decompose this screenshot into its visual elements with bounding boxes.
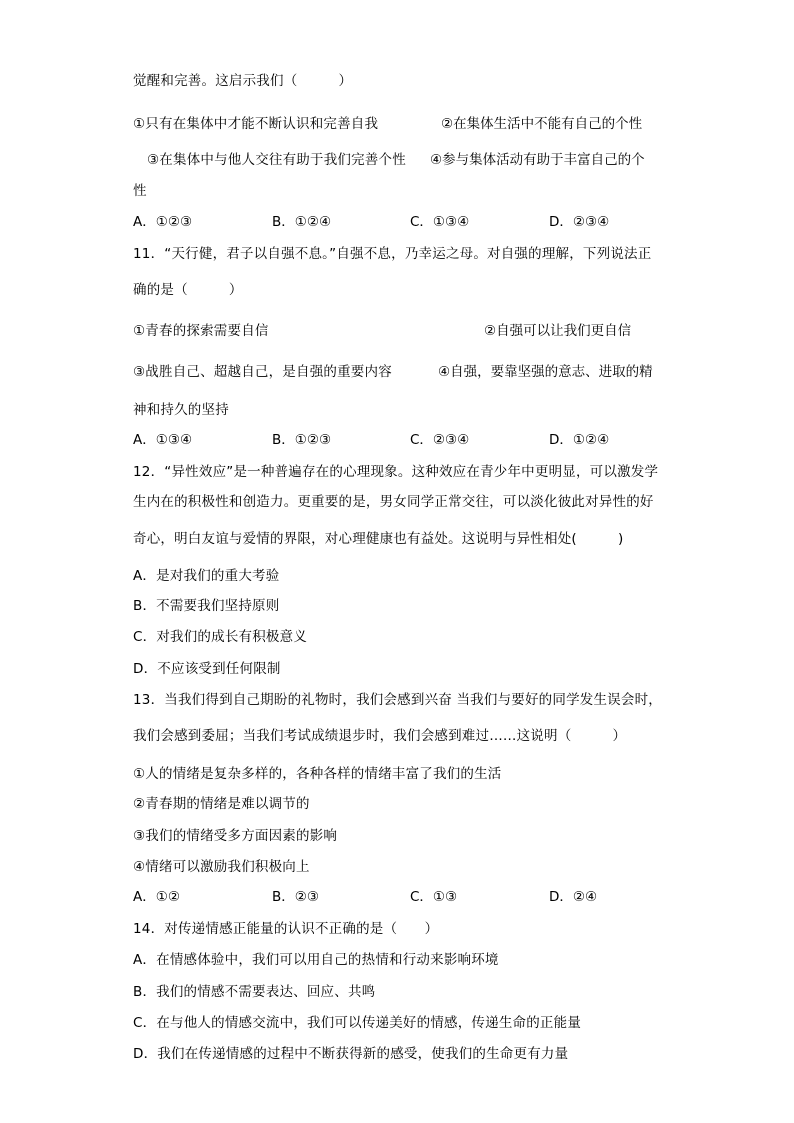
q14-option-b[interactable]: B．我们的情感不需要表达、回应、共鸣: [133, 984, 376, 1000]
q12-stem-cont-2: 奇心，明白友谊与爱情的界限，对心理健康也有益处。这说明与异性相处( ): [133, 531, 624, 547]
q14-option-d[interactable]: D．我们在传递情感的过程中不断获得新的感受，使我们的生命更有力量: [133, 1046, 569, 1062]
q10-statement-2: ②在集体生活中不能有自己的个性: [441, 116, 643, 132]
q11-option-b[interactable]: B．①②③: [272, 432, 332, 448]
q10-statement-3: ③在集体中与他人交往有助于我们完善个性: [147, 152, 406, 168]
q11-stem-cont: 确的是（ ）: [133, 282, 243, 298]
q10-statement-1: ①只有在集体中才能不断认识和完善自我: [133, 116, 379, 132]
q12-option-c[interactable]: C．对我们的成长有积极意义: [133, 629, 308, 645]
q10-statement-4: ④参与集体活动有助于丰富自己的个: [430, 152, 645, 168]
q12-option-d[interactable]: D．不应该受到任何限制: [133, 661, 281, 677]
q14-option-a[interactable]: A．在情感体验中，我们可以用自己的热情和行动来影响环境: [133, 952, 499, 968]
q11-option-a[interactable]: A．①③④: [133, 432, 193, 448]
q11-statement-4-cont: 神和持久的坚持: [133, 402, 229, 418]
q13-option-b[interactable]: B．②③: [272, 889, 319, 905]
q12-stem-cont-1: 生内在的积极性和创造力。更重要的是，男女同学正常交往，可以淡化彼此对异性的好: [133, 494, 654, 510]
q13-statement-1: ①人的情绪是复杂多样的，各种各样的情绪丰富了我们的生活: [133, 766, 502, 782]
q12-option-a[interactable]: A．是对我们的重大考验: [133, 568, 280, 584]
q10-option-a[interactable]: A．①②③: [133, 214, 193, 230]
q13-option-c[interactable]: C．①③: [410, 889, 458, 905]
q13-statement-3: ③我们的情绪受多方面因素的影响: [133, 828, 338, 844]
q13-option-a[interactable]: A．①②: [133, 889, 180, 905]
q12-option-b[interactable]: B．不需要我们坚持原则: [133, 598, 280, 614]
q14-stem: 14．对传递情感正能量的认识不正确的是（ ）: [133, 921, 439, 937]
q13-statement-2: ②青春期的情绪是难以调节的: [133, 796, 310, 812]
q11-statement-1: ①青春的探索需要自信: [133, 323, 269, 339]
q13-stem: 13．当我们得到自己期盼的礼物时，我们会感到兴奋 当我们与要好的同学发生误会时，: [133, 692, 662, 708]
q10-option-b[interactable]: B．①②④: [272, 214, 332, 230]
q11-statement-4: ④自强，要靠坚强的意志、进取的精: [438, 364, 653, 380]
q10-option-d[interactable]: D．②③④: [549, 214, 610, 230]
q10-option-c[interactable]: C．①③④: [410, 214, 470, 230]
q11-option-c[interactable]: C．②③④: [410, 432, 470, 448]
q11-option-d[interactable]: D．①②④: [549, 432, 610, 448]
q10-stem-tail: 觉醒和完善。这启示我们（ ）: [133, 73, 353, 89]
q12-stem: 12．“异性效应”是一种普遍存在的心理现象。这种效应在青少年中更明显，可以激发学: [133, 464, 659, 480]
q11-statement-3: ③战胜自己、超越自己，是自强的重要内容: [133, 364, 392, 380]
q11-stem: 11．“天行健，君子以自强不息。”自强不息，乃幸运之母。对自强的理解，下列说法正: [133, 246, 652, 262]
q13-statement-4: ④情绪可以激励我们积极向上: [133, 859, 310, 875]
q13-option-d[interactable]: D．②④: [549, 889, 598, 905]
q13-stem-cont: 我们会感到委屈；当我们考试成绩退步时，我们会感到难过……这说明（ ）: [133, 728, 627, 744]
q10-statement-4-cont: 性: [133, 183, 147, 199]
q14-option-c[interactable]: C．在与他人的情感交流中，我们可以传递美好的情感，传递生命的正能量: [133, 1015, 582, 1031]
q11-statement-2: ②自强可以让我们更自信: [484, 323, 632, 339]
